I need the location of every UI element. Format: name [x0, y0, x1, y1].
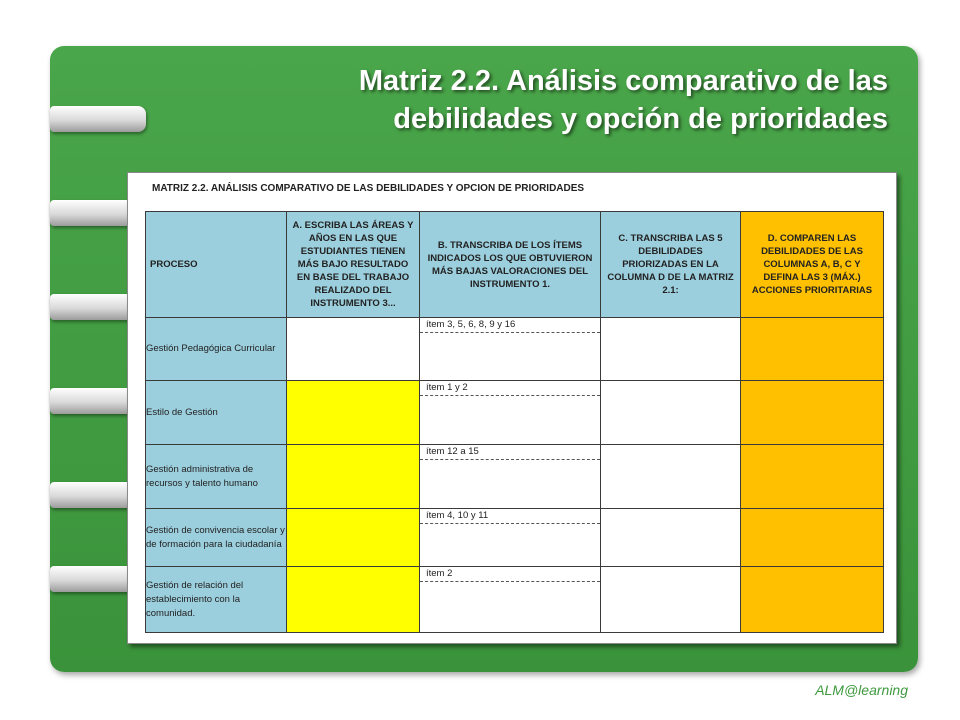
col-c-cell[interactable]: [601, 318, 741, 381]
col-a-cell[interactable]: [287, 445, 420, 509]
col-b-cell[interactable]: [420, 567, 601, 633]
matrix-table: [145, 211, 884, 633]
col-d-cell[interactable]: [741, 445, 884, 509]
col-a-cell[interactable]: [287, 509, 420, 567]
proceso-cell: Gestión Pedagógica Curricular: [146, 318, 287, 381]
col-b-cell[interactable]: [420, 381, 601, 445]
table-row: [146, 381, 884, 445]
proceso-cell: Gestión administrativa de recursos y talento humano: [146, 445, 287, 509]
matrix-title: MATRIZ 2.2. ANÁLISIS COMPARATIVO DE LAS DEBILIDADES Y OPCION DE PRIORIDADES: [152, 183, 585, 194]
slide-title-line2: debilidades y opción de prioridades: [393, 103, 888, 135]
col-c-cell[interactable]: [601, 445, 741, 509]
header-row: [146, 212, 884, 318]
col-a-cell[interactable]: [287, 381, 420, 445]
brand-watermark: ALM@learning: [815, 682, 908, 698]
item-label: ítem 4, 10 y 11: [420, 509, 600, 524]
table-row: [146, 567, 884, 633]
table-row: [146, 509, 884, 567]
proceso-cell: Gestión de relación del establecimiento con la comunidad.: [146, 567, 287, 633]
binder-tab: [50, 106, 146, 132]
header-proceso: PROCESO: [146, 212, 287, 318]
col-a-cell[interactable]: [287, 318, 420, 381]
header-col-d: D. COMPAREN LAS DEBILIDADES DE LAS COLUMNAS A, B, C Y DEFINA LAS 3 (MÁX.) ACCIONES PRIORITARIAS: [741, 212, 884, 318]
item-label: ítem 12 a 15: [420, 445, 600, 460]
col-c-cell[interactable]: [601, 567, 741, 633]
col-b-cell[interactable]: [420, 509, 601, 567]
col-d-cell[interactable]: [741, 381, 884, 445]
table-row: [146, 445, 884, 509]
item-label: ítem 1 y 2: [420, 381, 600, 396]
col-b-cell[interactable]: [420, 445, 601, 509]
slide-title-line1: Matriz 2.2. Análisis comparativo de las: [358, 65, 888, 97]
table-row: [146, 318, 884, 381]
item-label: ítem 3, 5, 6, 8, 9 y 16: [420, 318, 600, 333]
proceso-cell: Estilo de Gestión: [146, 381, 287, 445]
header-col-b: B. TRANSCRIBA DE LOS ÍTEMS INDICADOS LOS QUE OBTUVIERON MÁS BAJAS VALORACIONES DEL INSTRUMENTO 1.: [420, 212, 601, 318]
col-a-cell[interactable]: [287, 567, 420, 633]
slide-title: [188, 62, 888, 138]
col-c-cell[interactable]: [601, 381, 741, 445]
header-col-c: C. TRANSCRIBA LAS 5 DEBILIDADES PRIORIZADAS EN LA COLUMNA D DE LA MATRIZ 2.1:: [601, 212, 741, 318]
col-d-cell[interactable]: [741, 509, 884, 567]
col-c-cell[interactable]: [601, 509, 741, 567]
proceso-cell: Gestión de convivencia escolar y de formación para la ciudadanía: [146, 509, 287, 567]
col-d-cell[interactable]: [741, 318, 884, 381]
item-label: ítem 2: [420, 567, 600, 582]
col-d-cell[interactable]: [741, 567, 884, 633]
col-b-cell[interactable]: [420, 318, 601, 381]
header-col-a: A. ESCRIBA LAS ÁREAS Y AÑOS EN LAS QUE ESTUDIANTES TIENEN MÁS BAJO RESULTADO EN BASE DEL TRABAJO REALIZADO DEL INSTRUMENTO 3...: [287, 212, 420, 318]
matrix-sheet: [127, 172, 897, 644]
